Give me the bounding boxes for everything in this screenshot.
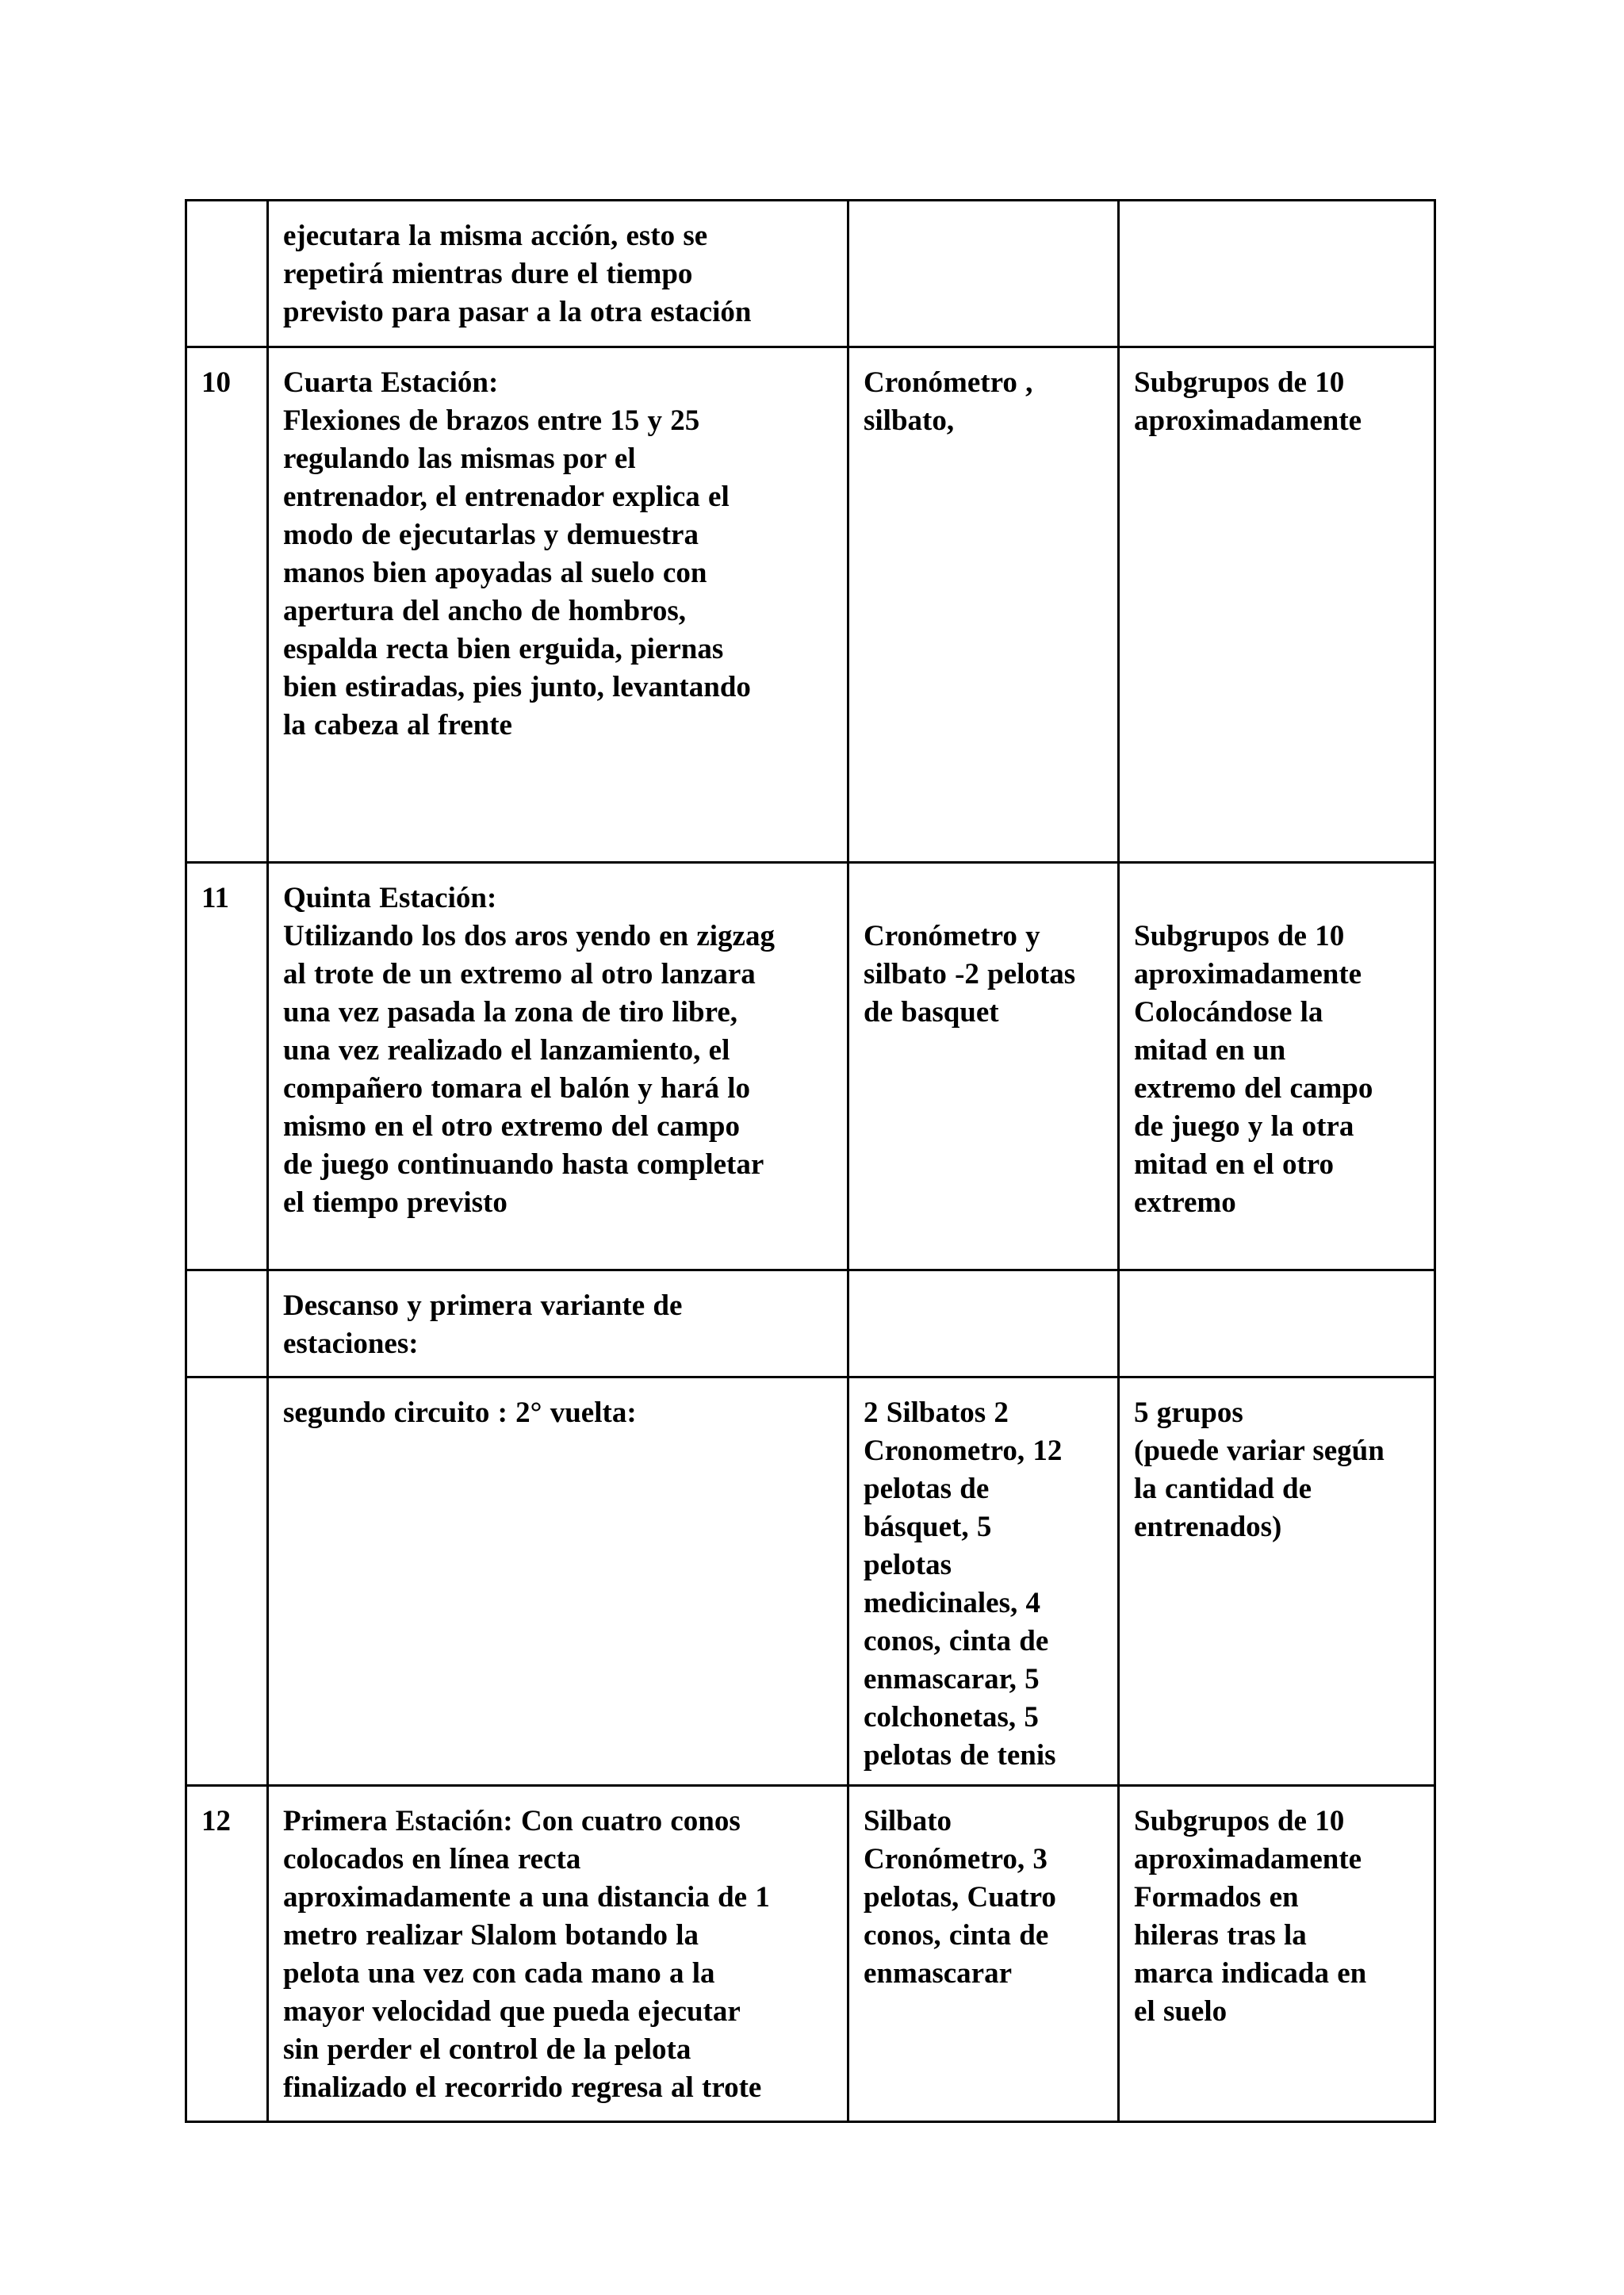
organization-cell: Subgrupos de 10 aproximadamente Formados en hileras tras la marca indicada en el suelo xyxy=(1119,1786,1435,2122)
table-row xyxy=(186,1786,1435,2122)
row-number-cell: 11 xyxy=(186,863,268,1270)
activity-cell: Cuarta Estación: Flexiones de brazos entre 15 y 25 regulando las mismas por el entrenador, el entrenador explica el modo de ejecutarlas y demuestra manos bien apoyadas al suelo con apertura del ancho de hombros, espalda recta bien erguida, piernas bien estiradas, pies junto, levantando la cabeza al frente xyxy=(268,347,848,863)
training-plan-table xyxy=(185,199,1436,2123)
materials-cell: Cronómetro , silbato, xyxy=(848,347,1119,863)
row-number-cell: 10 xyxy=(186,347,268,863)
materials-cell: 2 Silbatos 2 Cronometro, 12 pelotas de básquet, 5 pelotas medicinales, 4 conos, cinta de enmascarar, 5 colchonetas, 5 pelotas de tenis xyxy=(848,1377,1119,1786)
materials-cell: Cronómetro y silbato -2 pelotas de basquet xyxy=(848,863,1119,1270)
organization-cell xyxy=(1119,201,1435,347)
materials-cell: Silbato Cronómetro, 3 pelotas, Cuatro conos, cinta de enmascarar xyxy=(848,1786,1119,2122)
table-row xyxy=(186,347,1435,863)
activity-cell: Descanso y primera variante de estaciones: xyxy=(268,1270,848,1377)
activity-cell: ejecutara la misma acción, esto se repetirá mientras dure el tiempo previsto para pasar a la otra estación xyxy=(268,201,848,347)
organization-cell: Subgrupos de 10 aproximadamente xyxy=(1119,347,1435,863)
row-number-cell xyxy=(186,1270,268,1377)
organization-cell: 5 grupos (puede variar según la cantidad de entrenados) xyxy=(1119,1377,1435,1786)
table-row xyxy=(186,1377,1435,1786)
activity-cell: Primera Estación: Con cuatro conos colocados en línea recta aproximadamente a una distancia de 1 metro realizar Slalom botando la pelota una vez con cada mano a la mayor velocidad que pueda ejecutar sin perder el control de la pelota finalizado el recorrido regresa al trote xyxy=(268,1786,848,2122)
row-number-cell: 12 xyxy=(186,1786,268,2122)
row-number-cell xyxy=(186,1377,268,1786)
activity-cell: segundo circuito : 2° vuelta: xyxy=(268,1377,848,1786)
materials-cell xyxy=(848,201,1119,347)
table-row xyxy=(186,863,1435,1270)
table-row xyxy=(186,201,1435,347)
table-row xyxy=(186,1270,1435,1377)
row-number-cell xyxy=(186,201,268,347)
organization-cell xyxy=(1119,1270,1435,1377)
organization-cell: Subgrupos de 10 aproximadamente Colocándose la mitad en un extremo del campo de juego y la otra mitad en el otro extremo xyxy=(1119,863,1435,1270)
activity-cell: Quinta Estación: Utilizando los dos aros yendo en zigzag al trote de un extremo al otro lanzara una vez pasada la zona de tiro libre, una vez realizado el lanzamiento, el compañero tomara el balón y hará lo mismo en el otro extremo del campo de juego continuando hasta completar el tiempo previsto xyxy=(268,863,848,1270)
materials-cell xyxy=(848,1270,1119,1377)
